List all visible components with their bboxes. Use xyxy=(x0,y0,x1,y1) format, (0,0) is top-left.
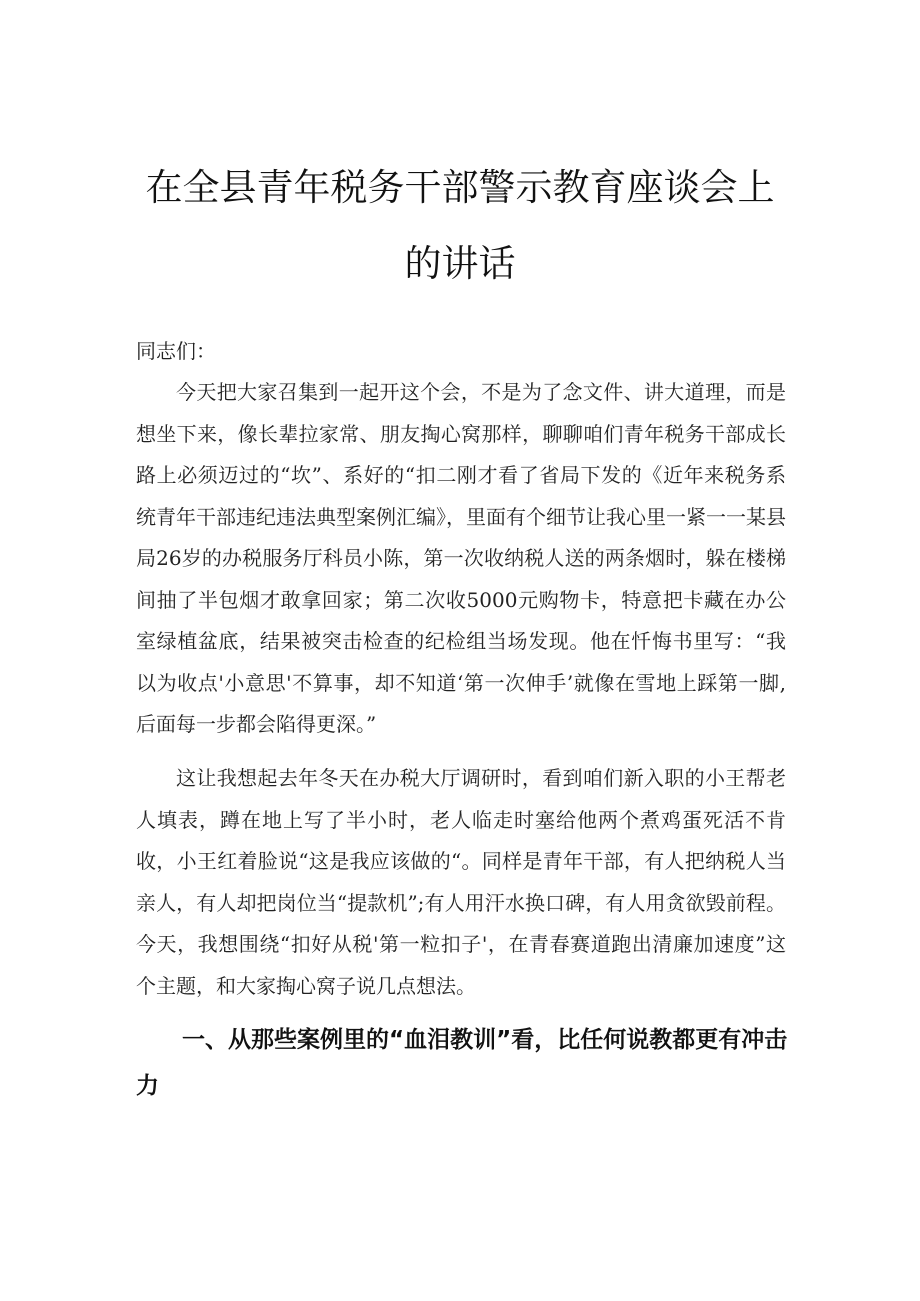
body-paragraph-2: 这让我想起去年冬天在办税大厅调研时，看到咱们新入职的小王帮老人填表，蹲在地上写了半小时，老人临走时塞给他两个煮鸡蛋死活不肯收，小王红着脸说“这是我应该做的“。同样是青年干部，有人把纳税人当亲人，有人却把岗位当“提款机”;有人用汗水换口碑，有人用贪欲毁前程。今天，我想围绕“扣好从税'第一粒扣子'，在青春赛道跑出清廉加速度”这个主题，和大家掏心窝子说几点想法。 xyxy=(136,766,786,998)
document-title: 在全县青年税务干部警示教育座谈会上的讲话 xyxy=(145,166,775,285)
greeting: 同志们： xyxy=(136,339,216,363)
body-paragraph-1: 今天把大家召集到一起开这个会，不是为了念文件、讲大道理，而是想坐下来，像长辈拉家常、朋友掏心窝那样，聊聊咱们青年税务干部成长路上必须迈过的“坎”、系好的“扣二刚才看了省局下发的《近年来税务系统青年干部违纪违法典型案例汇编》，里面有个细节让我心里一紧一一某县局26岁的办税服务厅科员小陈，第一次收纳税人送的两条烟时，躲在楼梯间抽了半包烟才敢拿回家；第二次收5000元购物卡，特意把卡藏在办公室绿植盆底，结果被突击检查的纪检组当场发现。他在忏悔书里写：“我以为收点'小意思'不算事，却不知道‘第一次伸手’就像在雪地上踩第一脚,后面每一步都会陷得更深。” xyxy=(136,380,786,736)
section-heading: 一、从那些案例里的“血泪教训”看，比任何说教都更有冲击力 xyxy=(136,1027,788,1099)
